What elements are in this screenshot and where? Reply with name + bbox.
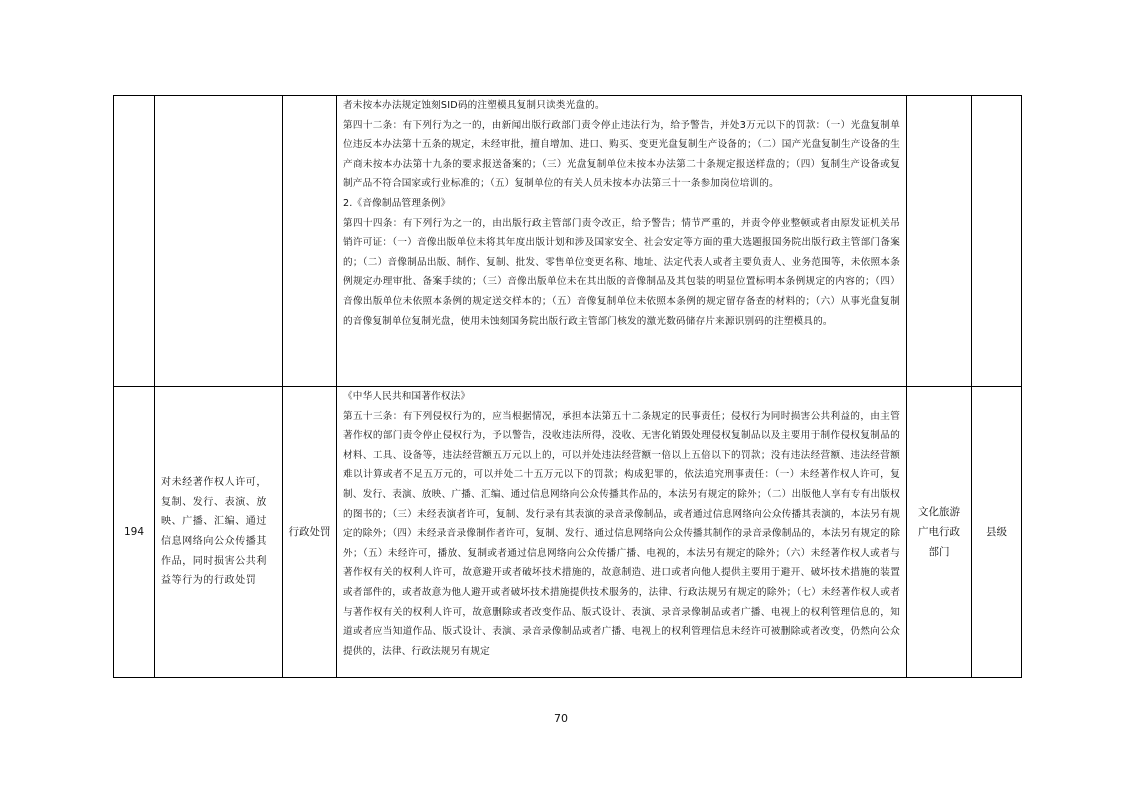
basis-paragraph: 《中华人民共和国著作权法》 — [343, 391, 471, 402]
row-number-cell — [114, 96, 155, 387]
legal-basis-cell — [337, 96, 907, 387]
legal-basis-cell — [337, 387, 907, 678]
power-list-table — [113, 95, 1022, 678]
item-name-cell: 对未经著作权人许可，复制、发行、表演、放映、广播、汇编、通过信息网络向公众传播其作品，同时损害公共利益等行为的行政处罚 — [155, 387, 283, 678]
category-cell: 行政处罚 — [283, 387, 337, 678]
row-number-cell: 194 — [114, 387, 155, 678]
table-row — [114, 387, 1022, 678]
page-number: 70 — [554, 712, 568, 725]
level-cell: 县级 — [972, 387, 1022, 678]
department-cell — [907, 96, 972, 387]
level-cell — [972, 96, 1022, 387]
basis-paragraph: 者未按本办法规定蚀刻SID码的注塑模具复制只读类光盘的。 — [343, 100, 605, 111]
basis-paragraph: 第四十四条：有下列行为之一的，由出版行政主管部门责令改正，给予警告；情节严重的，并责令停业整顿或者由原发证机关吊销许可证：（一）音像出版单位未将其年度出版计划和涉及国家安全、社会安定等方面的重大选题报国务院出版行政主管部门备案的；（二）音像制品出版、制作、复制、批发、零售单位变更名称、地址、法定代表人或者主要负责人、业务范围等，未依照本条例规定办理审批、备案手续的；（三）音像出版单位未在其出版的音像制品及其包装的明显位置标明本条例规定的内容的；（四）音像出版单位未依照本条例的规定送交样本的；（五）音像复制单位未依照本条例的规定留存备查的材料的；（六）从事光盘复制的音像复制单位复制光盘，使用未蚀刻国务院出版行政主管部门核发的激光数码储存片来源识别码的注塑模具的。 — [343, 217, 900, 327]
department-cell: 文化旅游广电行政部门 — [907, 387, 972, 678]
basis-paragraph: 第四十二条：有下列行为之一的，由新闻出版行政部门责令停止违法行为，给予警告，并处3万元以下的罚款：（一）光盘复制单位违反本办法第十五条的规定，未经审批，擅自增加、进口、购买、变更光盘复制生产设备的；（二）国产光盘复制生产设备的生产商未按本办法第十九条的要求报送备案的；（三）光盘复制单位未按本办法第二十条规定报送样盘的；（四）复制生产设备或复制产品不符合国家或行业标准的；（五）复制单位的有关人员未按本办法第三十一条参加岗位培训的。 — [343, 119, 900, 190]
item-name-cell — [155, 96, 283, 387]
basis-paragraph: 2.《音像制品管理条例》 — [343, 197, 451, 209]
table-row — [114, 96, 1022, 387]
basis-paragraph: 第五十三条：有下列侵权行为的，应当根据情况，承担本法第五十二条规定的民事责任；侵权行为同时损害公共利益的，由主管著作权的部门责令停止侵权行为，予以警告，没收违法所得，没收、无害化销毁处理侵权复制品以及主要用于制作侵权复制品的材料、工具、设备等，违法经营额五万元以上的，可以并处违法经营额一倍以上五倍以下的罚款；没有违法经营额、违法经营额难以计算或者不足五万元的，可以并处二十五万元以下的罚款；构成犯罪的，依法追究刑事责任：（一）未经著作权人许可，复制、发行、表演、放映、广播、汇编、通过信息网络向公众传播其作品的，本法另有规定的除外；（二）出版他人享有专有出版权的图书的；（三）未经表演者许可，复制、发行录有其表演的录音录像制品，或者通过信息网络向公众传播其表演的，本法另有规定的除外；（四）未经录音录像制作者许可，复制、发行、通过信息网络向公众传播其制作的录音录像制品的，本法另有规定的除外；（五）未经许可，播放、复制或者通过信息网络向公众传播广播、电视的，本法另有规定的除外；（六）未经著作权人或者与著作权有关的权利人许可，故意避开或者破坏技术措施的，故意制造、进口或者向他人提供主要用于避开、破坏技术措施的装置或者部件的，或者故意为他人避开或者破坏技术措施提供技术服务的，法律、行政法规另有规定的除外；（七）未经著作权人或者与著作权有关的权利人许可，故意删除或者改变作品、版式设计、表演、录音录像制品或者广播、电视上的权利管理信息的，知道或者应当知道作品、版式设计、表演、录音录像制品或者广播、电视上的权利管理信息未经许可被删除或者改变，仍然向公众提供的，法律、行政法规另有规定 — [343, 410, 900, 657]
category-cell — [283, 96, 337, 387]
